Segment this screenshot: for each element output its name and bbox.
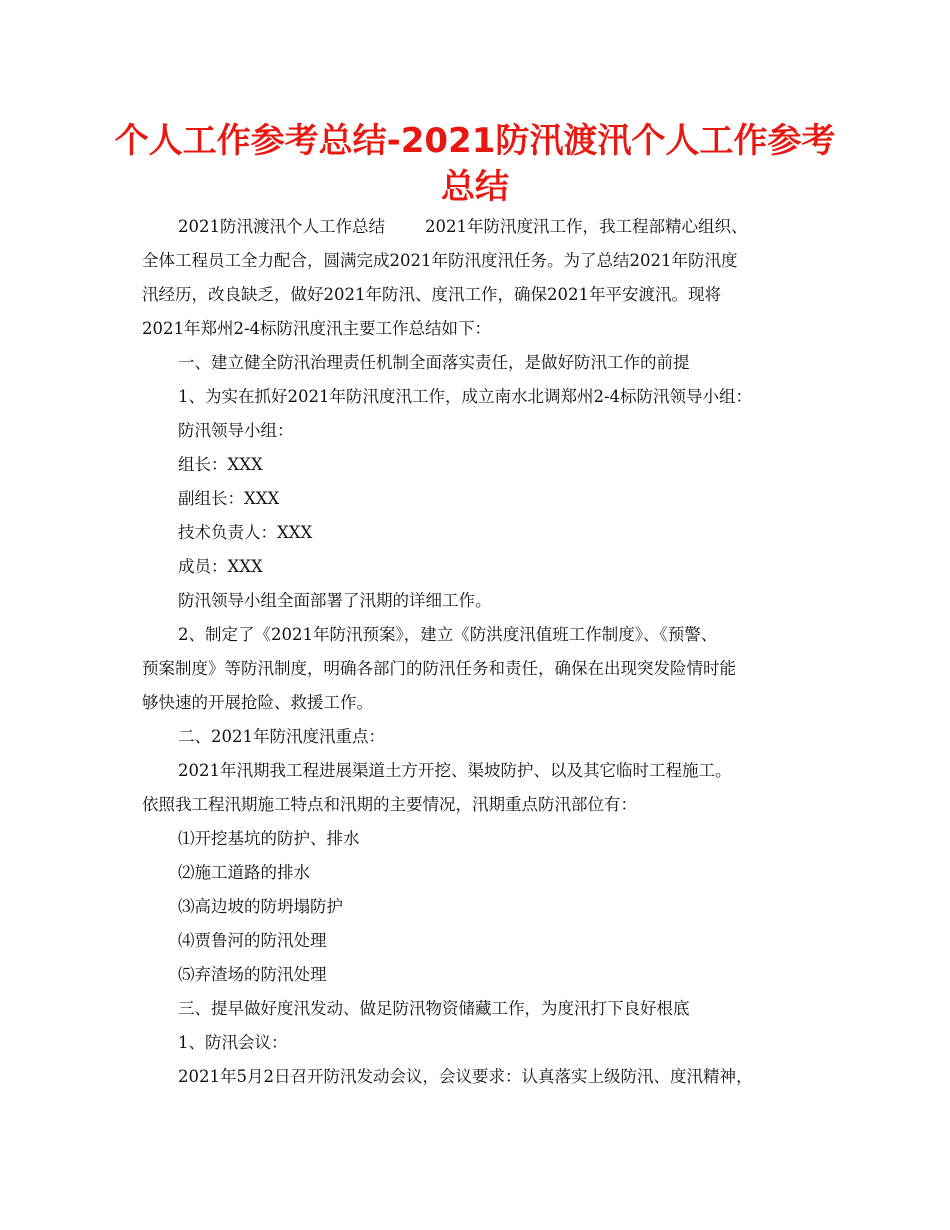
list-item: ⑵施工道路的排水: [178, 863, 310, 882]
paragraph-line: 2021年5月2日召开防汛发动会议，会议要求：认真落实上级防汛、度汛精神，: [178, 1067, 753, 1086]
list-item: ⑴开挖基坑的防护、排水: [178, 829, 360, 848]
paragraph-line: 防汛领导小组：: [178, 421, 294, 440]
intro-heading: 2021防汛渡汛个人工作总结: [178, 217, 385, 236]
paragraph-line: 够快速的开展抢险、救援工作。: [142, 693, 373, 712]
paragraph-line: 1、为实在抓好2021年防汛度汛工作，成立南水北调郑州2-4标防汛领导小组：: [178, 387, 753, 406]
paragraph-line: 成员：XXX: [178, 557, 263, 576]
list-item: ⑷贾鲁河的防汛处理: [178, 931, 327, 950]
paragraph-line: 2021年郑州2-4标防汛度汛主要工作总结如下：: [142, 319, 492, 338]
list-item: ⑸弃渣场的防汛处理: [178, 965, 327, 984]
title-line-2: 总结: [441, 167, 509, 207]
section-heading: 三、提早做好度汛发动、做足防汛物资储藏工作，为度汛打下良好根底: [178, 999, 690, 1018]
paragraph-line: 汛经历，改良缺乏，做好2021年防汛、度汛工作，确保2021年平安渡汛。现将: [142, 285, 721, 304]
paragraph-line: 2021年汛期我工程进展渠道土方开挖、渠坡防护、以及其它临时工程施工。: [178, 761, 732, 780]
paragraph-line: 1、防汛会议：: [178, 1033, 288, 1052]
section-heading: 二、2021年防汛度汛重点：: [178, 727, 385, 746]
paragraph-line: 副组长：XXX: [178, 489, 280, 508]
paragraph-line: 2021防汛渡汛个人工作总结 2021年防汛度汛工作，我工程部精心组织、: [178, 217, 748, 236]
paragraph-line: 预案制度》等防汛制度，明确各部门的防汛任务和责任，确保在出现突发险情时能: [142, 659, 736, 678]
paragraph-line: 组长：XXX: [178, 455, 263, 474]
title-line-1: 个人工作参考总结-2021防汛渡汛个人工作参考: [114, 121, 836, 161]
document-title: [100, 118, 850, 210]
paragraph-line: 依照我工程汛期施工特点和汛期的主要情况，汛期重点防汛部位有：: [142, 795, 637, 814]
paragraph-line: 2、制定了《2021年防汛预案》，建立《防洪度汛值班工作制度》、《预警、: [178, 625, 718, 644]
paragraph-line: 防汛领导小组全面部署了汛期的详细工作。: [178, 591, 492, 610]
paragraph-line: 全体工程员工全力配合，圆满完成2021年防汛度汛任务。为了总结2021年防汛度: [142, 251, 738, 270]
list-item: ⑶高边坡的防坍塌防护: [178, 897, 343, 916]
section-heading: 一、建立健全防汛治理责任机制全面落实责任，是做好防汛工作的前提: [178, 353, 690, 372]
document-body: [142, 210, 827, 1094]
paragraph-line: 技术负责人：XXX: [178, 523, 313, 542]
